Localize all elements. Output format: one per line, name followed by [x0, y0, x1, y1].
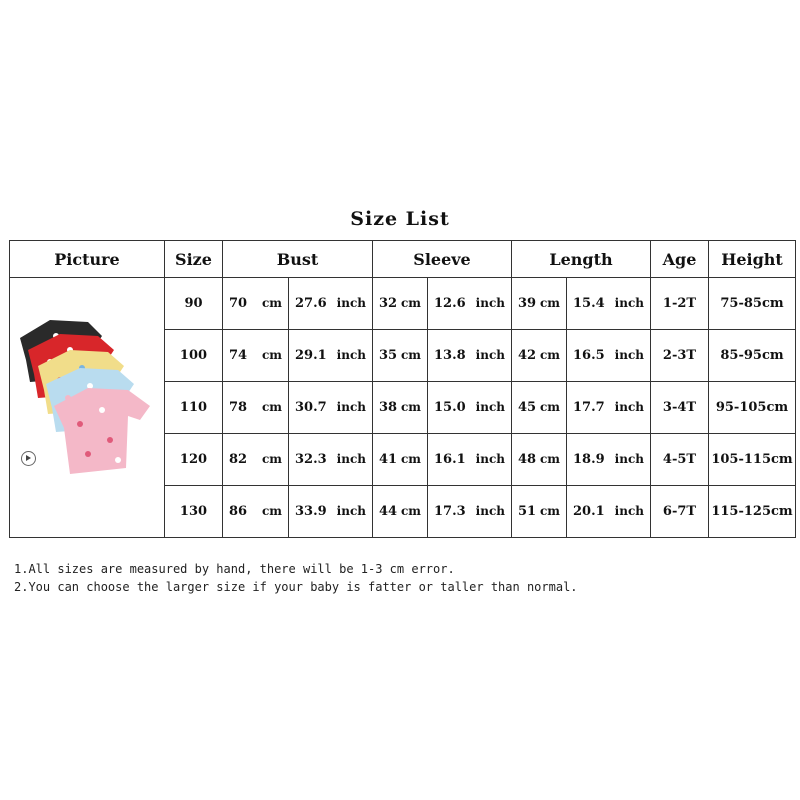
unit-cm: cm	[539, 504, 560, 518]
height-cell: 95-105cm	[709, 382, 796, 434]
unit-cm: cm	[261, 504, 282, 518]
sleeve-cm-cell	[373, 278, 428, 330]
height-cell: 105-115cm	[709, 434, 796, 486]
length-in-cell	[567, 330, 651, 382]
length-cm-value: 48	[518, 452, 537, 467]
unit-inch: inch	[475, 400, 505, 414]
header-picture: Picture	[10, 241, 165, 278]
note-line: 1.All sizes are measured by hand, there will be 1-3 cm error.	[14, 562, 455, 576]
sleeve-in-value: 15.0	[434, 400, 466, 415]
unit-inch: inch	[336, 296, 366, 310]
length-cm-cell	[512, 486, 567, 538]
sleeve-cm-cell	[373, 486, 428, 538]
bust-cm-value: 74	[229, 348, 248, 363]
unit-inch: inch	[336, 452, 366, 466]
bust-in-value: 29.1	[295, 348, 327, 363]
bust-cm-value: 86	[229, 504, 248, 519]
header-sleeve: Sleeve	[373, 241, 512, 278]
header-age: Age	[651, 241, 709, 278]
header-size: Size	[165, 241, 223, 278]
unit-cm: cm	[261, 400, 282, 414]
bust-cm-cell	[223, 486, 289, 538]
header-row	[10, 241, 796, 278]
unit-inch: inch	[475, 504, 505, 518]
unit-cm: cm	[539, 348, 560, 362]
bust-cm-value: 78	[229, 400, 248, 415]
length-cm-cell	[512, 434, 567, 486]
unit-inch: inch	[614, 452, 644, 466]
unit-cm: cm	[261, 348, 282, 362]
sleeve-in-value: 13.8	[434, 348, 466, 363]
unit-inch: inch	[336, 400, 366, 414]
unit-cm: cm	[400, 452, 421, 466]
play-icon[interactable]	[21, 451, 36, 466]
table-row	[10, 278, 796, 330]
length-in-value: 17.7	[573, 400, 605, 415]
height-cell: 75-85cm	[709, 278, 796, 330]
unit-inch: inch	[475, 296, 505, 310]
size-cell: 110	[165, 382, 223, 434]
bust-cm-cell	[223, 278, 289, 330]
height-cell: 85-95cm	[709, 330, 796, 382]
length-in-value: 16.5	[573, 348, 605, 363]
bust-cm-cell	[223, 434, 289, 486]
sleeve-cm-value: 44	[379, 504, 398, 519]
bust-in-value: 30.7	[295, 400, 327, 415]
height-cell: 115-125cm	[709, 486, 796, 538]
age-cell: 6-7T	[651, 486, 709, 538]
unit-cm: cm	[539, 452, 560, 466]
length-cm-cell	[512, 382, 567, 434]
unit-inch: inch	[614, 400, 644, 414]
length-cm-cell	[512, 330, 567, 382]
size-cell: 130	[165, 486, 223, 538]
bust-in-cell	[289, 486, 373, 538]
size-cell: 100	[165, 330, 223, 382]
bust-in-cell	[289, 330, 373, 382]
notes	[14, 560, 578, 596]
age-cell: 4-5T	[651, 434, 709, 486]
sleeve-in-cell	[428, 486, 512, 538]
unit-cm: cm	[261, 296, 282, 310]
sleeve-cm-value: 38	[379, 400, 398, 415]
unit-cm: cm	[400, 400, 421, 414]
sleeve-cm-value: 35	[379, 348, 398, 363]
bust-cm-value: 82	[229, 452, 248, 467]
unit-cm: cm	[400, 348, 421, 362]
sleeve-in-value: 12.6	[434, 296, 466, 311]
unit-inch: inch	[475, 348, 505, 362]
length-cm-cell	[512, 278, 567, 330]
unit-inch: inch	[614, 296, 644, 310]
sleeve-cm-cell	[373, 330, 428, 382]
sleeve-cm-cell	[373, 434, 428, 486]
length-in-cell	[567, 486, 651, 538]
size-cell: 90	[165, 278, 223, 330]
note-line: 2.You can choose the larger size if your baby is fatter or taller than normal.	[14, 580, 578, 594]
length-cm-value: 39	[518, 296, 537, 311]
sleeve-cm-value: 41	[379, 452, 398, 467]
header-length: Length	[512, 241, 651, 278]
bust-cm-value: 70	[229, 296, 248, 311]
bust-cm-cell	[223, 330, 289, 382]
sleeve-in-cell	[428, 382, 512, 434]
page-title: Size List	[350, 208, 450, 230]
length-in-value: 20.1	[573, 504, 605, 519]
unit-inch: inch	[614, 504, 644, 518]
sleeve-in-value: 16.1	[434, 452, 466, 467]
length-cm-value: 51	[518, 504, 537, 519]
bust-in-cell	[289, 434, 373, 486]
bust-in-value: 33.9	[295, 504, 327, 519]
unit-inch: inch	[336, 348, 366, 362]
header-bust: Bust	[223, 241, 373, 278]
length-in-cell	[567, 382, 651, 434]
unit-inch: inch	[614, 348, 644, 362]
bust-in-value: 32.3	[295, 452, 327, 467]
length-in-cell	[567, 434, 651, 486]
sleeve-cm-value: 32	[379, 296, 398, 311]
garment-pink	[54, 388, 150, 474]
bust-in-cell	[289, 382, 373, 434]
length-in-value: 18.9	[573, 452, 605, 467]
length-in-cell	[567, 278, 651, 330]
bust-in-cell	[289, 278, 373, 330]
header-height: Height	[709, 241, 796, 278]
length-cm-value: 42	[518, 348, 537, 363]
size-cell: 120	[165, 434, 223, 486]
product-photo	[10, 278, 162, 531]
sleeve-cm-cell	[373, 382, 428, 434]
unit-inch: inch	[475, 452, 505, 466]
unit-cm: cm	[539, 400, 560, 414]
bust-cm-cell	[223, 382, 289, 434]
bust-in-value: 27.6	[295, 296, 327, 311]
sleeve-in-cell	[428, 330, 512, 382]
length-in-value: 15.4	[573, 296, 605, 311]
age-cell: 3-4T	[651, 382, 709, 434]
sleeve-in-cell	[428, 434, 512, 486]
unit-cm: cm	[539, 296, 560, 310]
age-cell: 1-2T	[651, 278, 709, 330]
unit-cm: cm	[400, 504, 421, 518]
age-cell: 2-3T	[651, 330, 709, 382]
unit-inch: inch	[336, 504, 366, 518]
picture-cell	[10, 278, 165, 538]
unit-cm: cm	[261, 452, 282, 466]
length-cm-value: 45	[518, 400, 537, 415]
unit-cm: cm	[400, 296, 421, 310]
size-table	[9, 240, 796, 538]
sleeve-in-cell	[428, 278, 512, 330]
sleeve-in-value: 17.3	[434, 504, 466, 519]
